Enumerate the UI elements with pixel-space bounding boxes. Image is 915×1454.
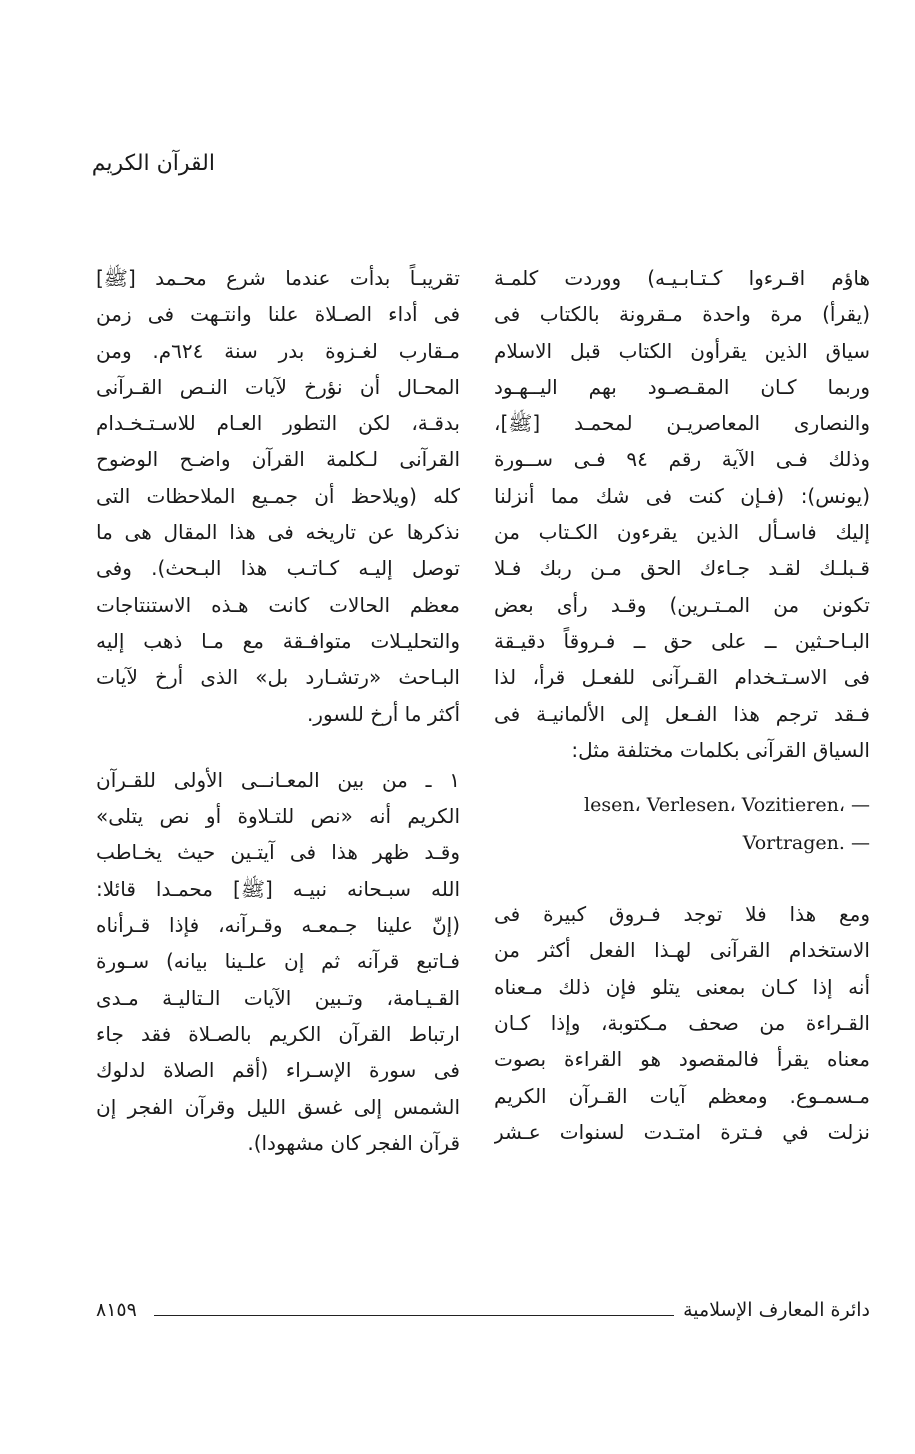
text-line: والتحليـلات متوافـقة مع مـا ذهب إليه	[96, 628, 460, 653]
text-line: (يونس): (فـإن كنت فى شك مما أنزلنا	[494, 483, 870, 508]
text-line: نذكرها عن تاريخه فى هذا المقال هى ما	[96, 520, 460, 545]
text-line: والنصارى المعاصريـن لمحمـد [ﷺ]،	[494, 411, 870, 436]
text-line: الاستخدام القرآنى لهـذا الفعل أكثر من	[494, 938, 870, 963]
text-line: وذلك فـى الآية رقم ٩٤ فـى ســورة	[494, 447, 870, 472]
right-paragraph-2	[494, 896, 870, 1150]
text-line: معناه يقرأ فالمقصود هو القراءة بصوت	[494, 1047, 870, 1072]
german-terms	[494, 786, 870, 862]
text-line: فى أداء الصـلاة علنا وانتـهت فى زمن	[96, 302, 460, 327]
footer-rule	[154, 1315, 674, 1316]
text-line: البـاحث «رتشـارد بل» الذى أرخ لآيات	[96, 665, 460, 690]
text-line: تقريبـاً بدأت عندما شرع محـمد [ﷺ]	[96, 266, 460, 290]
page-footer	[96, 1296, 870, 1326]
text-line: فـقد ترجم هذا الفـعل إلى الألمانيـة فى	[494, 701, 870, 726]
text-line: القرآنى لـكلمة القرآن واضـح الوضوح	[96, 447, 460, 472]
right-column	[494, 260, 870, 1150]
text-line: نزلت في فـترة امتـدت لسنوات عـشر	[494, 1119, 870, 1144]
text-line: ارتباط القرآن الكريم بالصـلاة فقد جاء	[96, 1021, 460, 1046]
text-line: فى الاسـتـخدام القـرآنى للفعـل قرأ، لذا	[494, 665, 870, 690]
footer-title: دائرة المعارف الإسلامية	[683, 1299, 870, 1321]
text-line: (إنّ علينا جـمعـه وقـرآنه، فإذا قـرأناه	[96, 913, 460, 938]
left-paragraph-2	[96, 762, 460, 1161]
text-line: أكثر ما أرخ للسور.	[306, 701, 460, 726]
text-line: السياق القرآنى بكلمات مختلفة مثل:	[571, 737, 870, 762]
text-line: المحـال أن نؤرخ لآيات النـص القـرآنى	[96, 374, 460, 399]
text-line: القـراءة من صحف مـكتوبة، وإذا كـان	[494, 1011, 870, 1036]
left-paragraph-1	[96, 260, 460, 732]
text-line: بدقـة، لكن التطور العـام للاسـتـخـدام	[96, 411, 460, 436]
right-paragraph-1	[494, 260, 870, 768]
text-line: سياق الذين يقرأون الكتاب قبل الاسلام	[494, 338, 870, 363]
text-line: ١ ـ من بين المعـانــى الأولى للقـرآن	[96, 767, 460, 792]
text-line: هاؤم اقـرءوا كـتـابـيـه) ووردت كلمـة	[494, 266, 870, 290]
text-line: معظم الحالات كانت هـذه الاستنتاجات	[96, 592, 460, 617]
text-line: قـبلـك لقـد جـاءك الحق مـن ربك فـلا	[494, 556, 870, 581]
text-line: البـاحـثين ــ على حق ــ فـروقاً دقيـقة	[494, 628, 870, 653]
text-line: كله (ويلاحظ أن جمـيع الملاحظات التى	[96, 483, 460, 508]
page-number: ٨١٥٩	[96, 1299, 137, 1321]
german-terms-line-2: Vortragen. —	[742, 832, 870, 855]
text-line: فى سورة الإسـراء (أقم الصلاة لدلوك	[96, 1058, 460, 1083]
text-line: الشمس إلى غسق الليل وقرآن الفجر إن	[96, 1094, 460, 1119]
text-line: تكونن من المـتـرين) وقـد رأى بعض	[494, 592, 870, 617]
text-line: ومع هذا فلا توجد فـروق كبيرة فى	[494, 902, 870, 927]
text-line: وقـد ظهر هذا فى آيتـين حيث يخـاطب	[96, 840, 460, 865]
text-line: القـيـامة، وتـبين الآيات الـتاليـة مـدى	[96, 985, 460, 1010]
text-line: قرآن الفجر كان مشهودا).	[247, 1130, 460, 1155]
text-line: إليك فاسـأل الذين يقرءون الكـتاب من	[494, 520, 870, 545]
left-column	[96, 260, 460, 1161]
text-line: الكريم أنه «نص للتـلاوة أو نص يتلى»	[96, 804, 460, 829]
german-terms-line-1: lesen، Verlesen، Vozitieren، —	[584, 794, 870, 817]
text-line: مـسمـوع. ومعظم آيات القـرآن الكريم	[494, 1083, 870, 1108]
text-line: توصل إليـه كـاتـب هذا البـحث). وفى	[96, 556, 460, 581]
text-line: (يقرأ) مرة واحدة مـقرونة بالكتاب فى	[494, 302, 870, 327]
running-head: القرآن الكريم	[91, 151, 215, 176]
text-line: أنه إذا كـان بمعنى يتلو فإن ذلك مـعناه	[494, 974, 870, 999]
paragraph-gap	[96, 732, 460, 762]
text-line: الله سبـحانه نبيـه [ﷺ] محمـدا قائلا:	[96, 876, 460, 901]
text-line: وربما كـان المقـصـود بهم اليــهـود	[494, 374, 870, 399]
text-line: مـقارب لغـزوة بدر سنة ٦٢٤م. ومن	[96, 338, 460, 363]
text-line: فـاتبع قرآنه ثم إن علـينا بيانه) سـورة	[96, 949, 460, 974]
